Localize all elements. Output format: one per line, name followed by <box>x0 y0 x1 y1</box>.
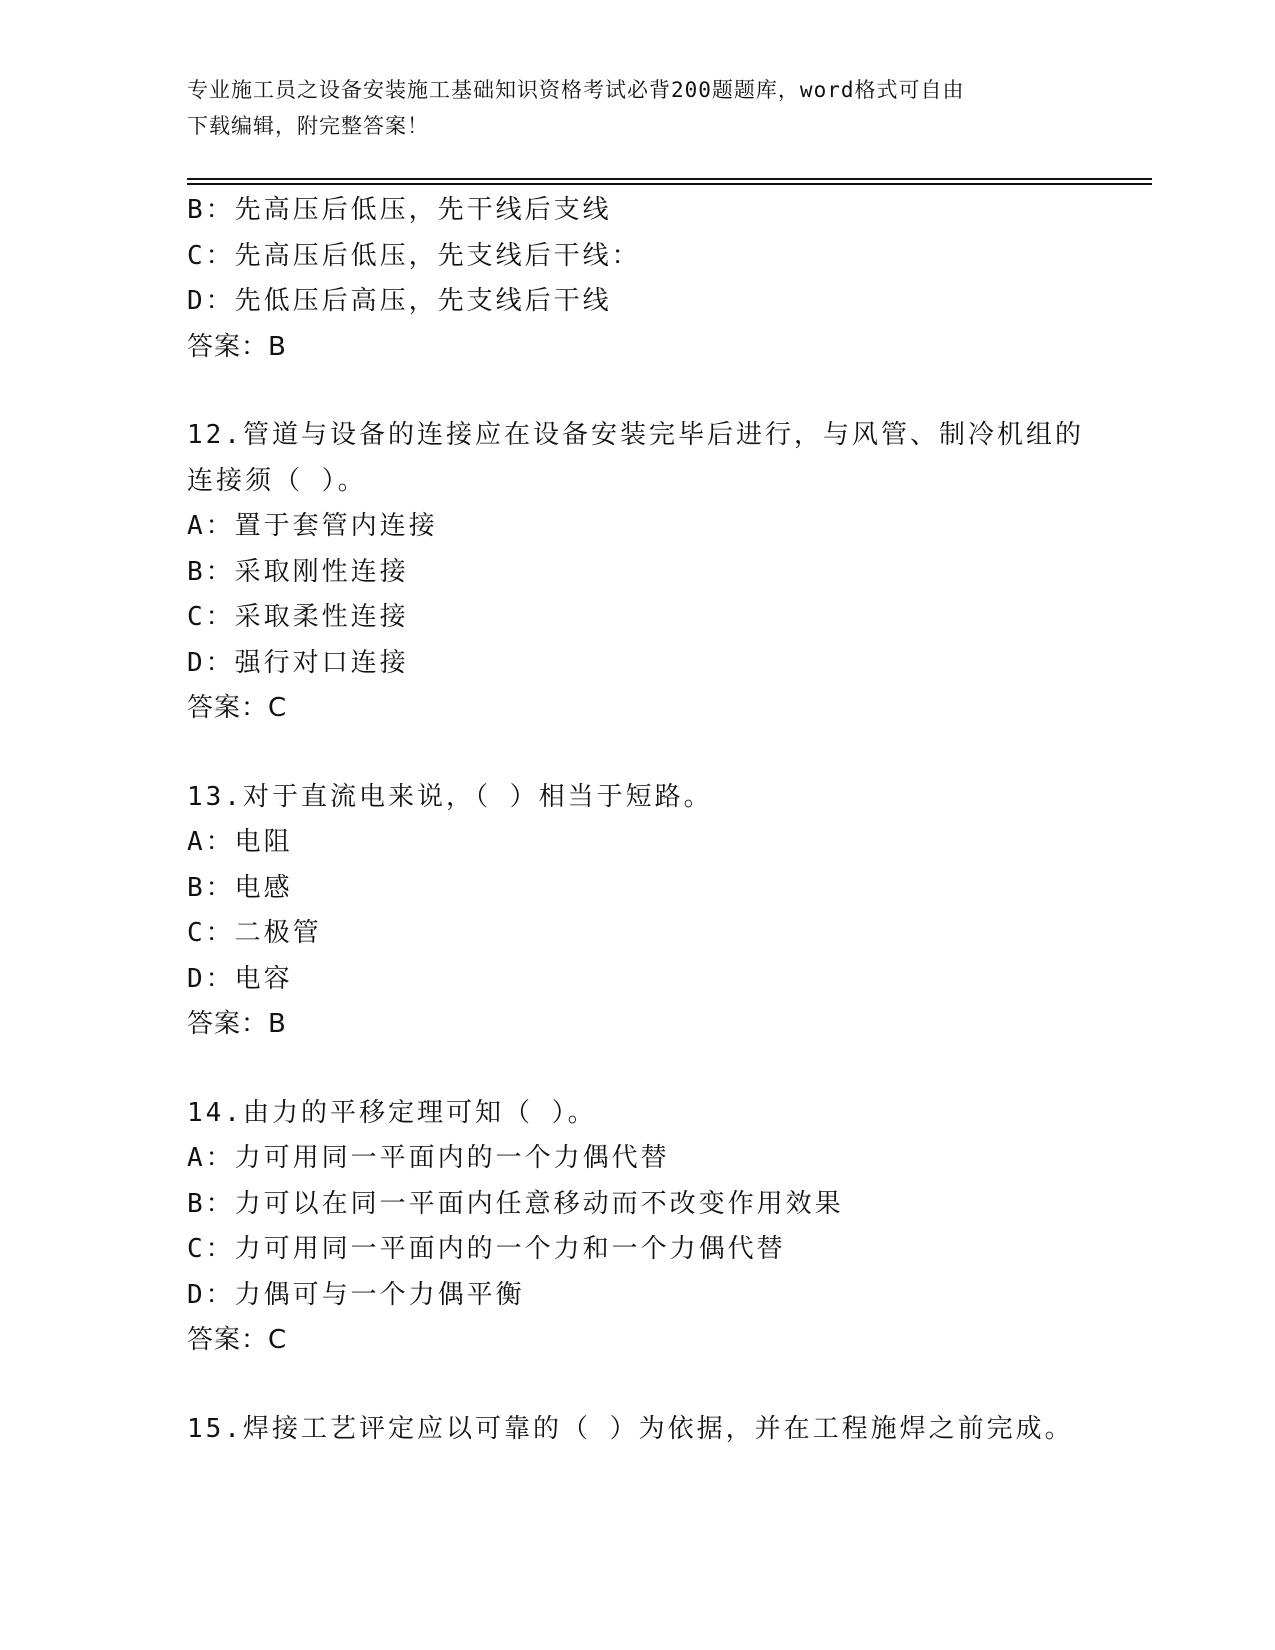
option-a: A：置于套管内连接 <box>187 511 438 541</box>
option-b: B：采取刚性连接 <box>187 556 409 587</box>
option-c: C：二极管 <box>187 918 322 948</box>
spacer <box>187 732 1152 775</box>
question-11 <box>187 188 1152 370</box>
question-list <box>187 188 1152 1452</box>
option-d: D：电容 <box>187 963 293 994</box>
answer: 答案：B <box>187 331 287 362</box>
question-13 <box>187 775 1152 1048</box>
answer: 答案：B <box>187 1009 287 1039</box>
spacer <box>187 1364 1152 1407</box>
option-b: B：力可以在同一平面内任意移动而不改变作用效果 <box>187 1188 844 1219</box>
question-text: 14.由力的平移定理可知（ ）。 <box>187 1097 597 1128</box>
header-line-1: 专业施工员之设备安装施工基础知识资格考试必背200题题库，word格式可自由 <box>187 78 965 102</box>
option-a: A：电阻 <box>187 827 293 857</box>
document-header <box>187 72 1087 144</box>
option-d: D：强行对口连接 <box>187 647 409 678</box>
answer: 答案：C <box>187 1325 288 1355</box>
spacer <box>187 1048 1152 1091</box>
option-c: C：先高压后低压，先支线后干线： <box>187 240 641 271</box>
option-b: B：先高压后低压，先干线后支线 <box>187 195 612 225</box>
option-b: B：电感 <box>187 872 293 903</box>
option-d: D：力偶可与一个力偶平衡 <box>187 1279 525 1310</box>
option-d: D：先低压后高压，先支线后干线 <box>187 286 612 316</box>
question-text: 连接须（ ）。 <box>187 465 367 496</box>
header-rule-top <box>187 178 1152 180</box>
option-c: C：采取柔性连接 <box>187 602 409 632</box>
question-text: 12.管道与设备的连接应在设备安装完毕后进行，与风管、制冷机组的 <box>187 420 1084 450</box>
header-line-2: 下载编辑，附完整答案！ <box>187 114 429 138</box>
spacer <box>187 370 1152 413</box>
question-14 <box>187 1091 1152 1364</box>
question-12 <box>187 413 1152 732</box>
header-rule-bottom <box>187 183 1152 185</box>
option-a: A：力可用同一平面内的一个力偶代替 <box>187 1143 670 1173</box>
question-15 <box>187 1407 1152 1453</box>
question-text: 13.对于直流电来说，（ ）相当于短路。 <box>187 781 713 812</box>
answer: 答案：C <box>187 693 288 723</box>
question-text: 15.焊接工艺评定应以可靠的（ ）为依据，并在工程施焊之前完成。 <box>187 1413 1074 1444</box>
option-c: C：力可用同一平面内的一个力和一个力偶代替 <box>187 1234 786 1264</box>
